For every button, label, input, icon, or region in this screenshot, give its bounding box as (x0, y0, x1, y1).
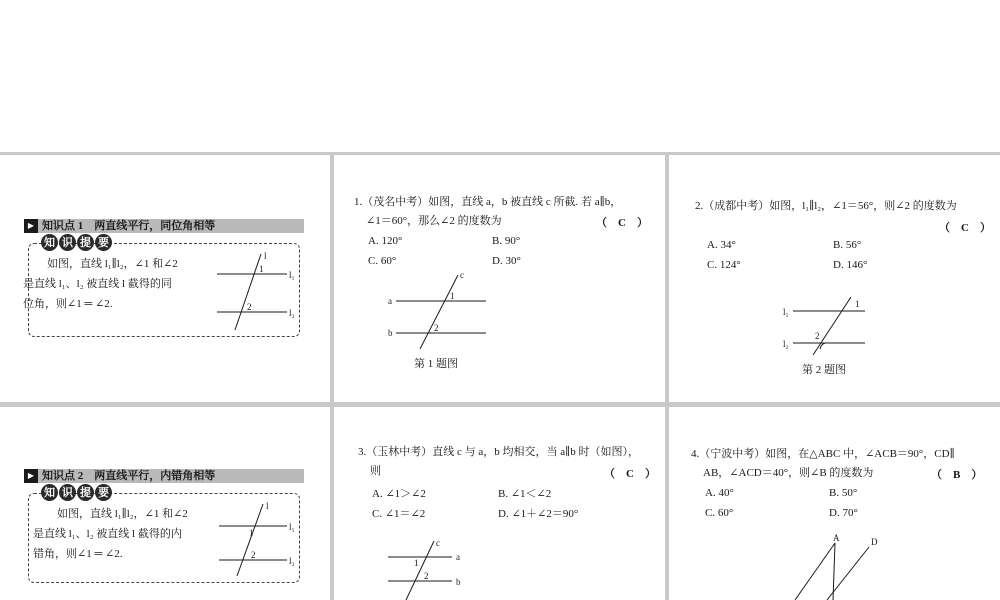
question-4-figure (787, 533, 887, 600)
svg-text:2: 2 (815, 331, 820, 341)
question-1-caption: 第 1 题图 (414, 358, 458, 370)
question-4-stem: 4.（宁波中考）如图，在△ABC 中，∠ACB＝90°，CD∥ AB，∠ACD＝40°，则∠B 的度数为 (691, 448, 955, 479)
question-1-answer: （ C ） (596, 217, 648, 229)
knowledge-summary-text-2: 如图，直线 l₁∥l₂，∠1 和∠2 是直线 l₁、l₂ 被直线 l 截得的内 错角，则∠1 ═ ∠2. (33, 508, 188, 560)
triangle-marker-icon: ▶ (24, 219, 38, 233)
svg-text:c: c (460, 270, 464, 280)
question-4-option-b: B. 50° (829, 487, 858, 499)
knowledge-point-2-heading (24, 469, 304, 483)
knowledge-point-1-title: 知识点 1 两直线平行，同位角相等 (42, 220, 216, 232)
svg-text:1: 1 (414, 558, 419, 568)
svg-text:1: 1 (249, 528, 254, 538)
question-3-option-d: D. ∠1＋∠2＝90° (498, 508, 579, 520)
knowledge-summary-badge: 知 识 提 要 (41, 234, 112, 252)
question-1-stem: 1.（茂名中考）如图，直线 a，b 被直线 c 所截. 若 a∥b， ∠1＝60°，那么∠2 的度数为 (354, 196, 622, 227)
question-4-option-c: C. 60° (705, 507, 734, 519)
question-4-answer: （ B ） (931, 469, 983, 481)
svg-text:a: a (456, 552, 460, 562)
svg-text:1: 1 (855, 299, 860, 309)
svg-text:a: a (388, 296, 392, 306)
alternate-angles-figure (213, 500, 301, 576)
question-2-caption: 第 2 题图 (802, 364, 846, 376)
question-2-stem: 2.（成都中考）如图，l₁∥l₂，∠1＝56°，则∠2 的度数为 (695, 200, 957, 212)
knowledge-summary-box-1 (23, 236, 300, 337)
svg-text:2: 2 (247, 302, 252, 312)
svg-text:l₁: l₁ (289, 270, 295, 280)
svg-text:2: 2 (434, 323, 439, 333)
question-3-option-a: A. ∠1＞∠2 (372, 488, 426, 500)
question-3-figure (382, 537, 472, 600)
svg-text:l₁: l₁ (783, 307, 789, 317)
knowledge-point-2-panel (0, 407, 330, 600)
svg-text:l₂: l₂ (289, 556, 295, 566)
question-1-option-b: B. 90° (492, 235, 521, 247)
svg-text:b: b (388, 328, 393, 338)
question-1-figure (382, 269, 502, 349)
svg-text:A: A (833, 533, 840, 543)
question-2-option-b: B. 56° (833, 239, 862, 251)
svg-text:c: c (436, 538, 440, 548)
knowledge-point-1-heading (24, 219, 304, 233)
question-3-stem: 3.（玉林中考）直线 c 与 a，b 均相交，当 a∥b 时（如图）， 则 (358, 446, 639, 477)
question-1-option-d: D. 30° (492, 255, 521, 267)
svg-text:l: l (266, 501, 269, 511)
knowledge-summary-badge: 知 识 提 要 (41, 484, 112, 502)
question-2-option-a: A. 34° (707, 239, 736, 251)
corresponding-angles-figure (211, 250, 301, 330)
svg-text:2: 2 (424, 571, 429, 581)
question-3-panel (334, 407, 665, 600)
knowledge-summary-text-1: 如图，直线 l₁∥l₂，∠1 和∠2 是直线 l₁、l₂ 被直线 l 截得的同 位角，则∠1 ═ ∠2. (23, 258, 178, 310)
question-4-option-d: D. 70° (829, 507, 858, 519)
question-4-panel (669, 407, 1000, 600)
question-2-panel (669, 155, 1000, 402)
svg-text:l₂: l₂ (783, 339, 789, 349)
svg-text:D: D (871, 537, 878, 547)
question-3-option-c: C. ∠1＝∠2 (372, 508, 426, 520)
knowledge-point-2-title: 知识点 2 两直线平行，内错角相等 (42, 470, 216, 482)
svg-text:l: l (264, 251, 267, 261)
svg-text:1: 1 (450, 291, 455, 301)
question-2-option-c: C. 124° (707, 259, 741, 271)
svg-text:l₁: l₁ (289, 522, 295, 532)
question-2-figure (779, 291, 879, 355)
knowledge-summary-box-2 (28, 486, 300, 583)
question-3-option-b: B. ∠1＜∠2 (498, 488, 552, 500)
svg-text:l₂: l₂ (289, 308, 295, 318)
question-1-panel (334, 155, 665, 402)
question-3-answer: （ C ） (604, 468, 656, 480)
svg-text:2: 2 (251, 550, 256, 560)
question-1-option-a: A. 120° (368, 235, 403, 247)
question-2-option-d: D. 146° (833, 259, 868, 271)
question-2-answer: （ C ） (939, 222, 991, 234)
question-4-option-a: A. 40° (705, 487, 734, 499)
svg-text:b: b (456, 577, 461, 587)
knowledge-point-1-panel (0, 155, 330, 402)
svg-text:1: 1 (259, 264, 264, 274)
triangle-marker-icon: ▶ (24, 469, 38, 483)
slide-grid (0, 152, 1000, 600)
question-1-option-c: C. 60° (368, 255, 397, 267)
